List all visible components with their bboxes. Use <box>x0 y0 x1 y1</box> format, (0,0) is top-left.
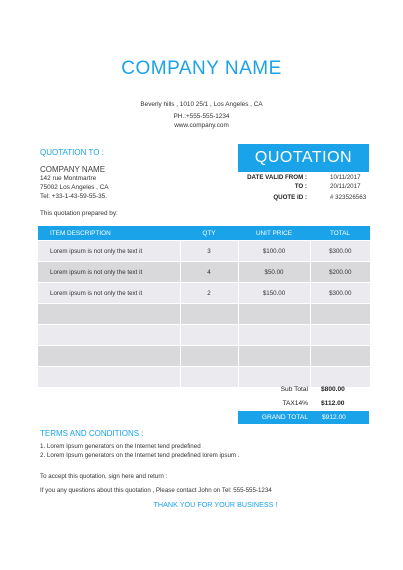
column-header: UNIT PRICE <box>238 226 310 241</box>
tax-value: $112.00 <box>321 400 345 407</box>
company-website: www.company.com <box>174 122 229 129</box>
subtotal-label: Sub Total <box>280 386 308 393</box>
table-row <box>38 241 370 262</box>
quote-id-value: # 323526563 <box>330 194 367 201</box>
item-total <box>310 367 370 388</box>
company-address: Beverly hills , 1010 25/1 , Los Angeles , CA <box>140 101 263 108</box>
item-qty <box>180 367 238 388</box>
item-description: Lorem ipsum is not only the text it <box>38 283 180 304</box>
to-date-value: 20/11/2017 <box>330 183 361 190</box>
subtotal-value: $800.00 <box>321 386 345 393</box>
item-unit-price <box>238 346 310 367</box>
item-qty <box>180 304 238 325</box>
client-city: 75002 Los Angeles , CA <box>40 184 109 191</box>
table-row <box>38 262 370 283</box>
grand-total-value: $912.00 <box>322 414 346 421</box>
company-title: COMPANY NAME <box>121 58 282 79</box>
client-street: 142 rue Montmartre <box>40 175 97 182</box>
item-unit-price <box>238 304 310 325</box>
item-unit-price <box>238 325 310 346</box>
prepared-by: This quotation prepared by: <box>40 210 118 217</box>
date-valid-value: 10/11/2017 <box>330 174 361 181</box>
column-header: QTY <box>180 226 238 241</box>
table-row <box>38 283 370 304</box>
item-qty <box>180 346 238 367</box>
item-description: Lorem ipsum is not only the text it <box>38 262 180 283</box>
table-row <box>38 367 370 388</box>
client-tel: Tel: +33-1-43-59-55-35. <box>40 193 107 200</box>
table-header-row <box>38 226 370 241</box>
item-qty <box>180 325 238 346</box>
column-header: TOTAL <box>310 226 370 241</box>
item-description <box>38 367 180 388</box>
item-total: $300.00 <box>310 241 370 262</box>
table-row <box>38 325 370 346</box>
terms-item: 1. Lorem Ipsum generators on the Internet tend predefined <box>40 443 201 450</box>
item-total <box>310 325 370 346</box>
item-description <box>38 346 180 367</box>
quotation-title: QUOTATION <box>238 144 369 172</box>
grand-total-label: GRAND TOTAL <box>261 414 308 421</box>
item-unit-price: $150.00 <box>238 283 310 304</box>
terms-heading: TERMS AND CONDITIONS : <box>40 429 144 438</box>
item-qty: 4 <box>180 262 238 283</box>
item-unit-price: $50.00 <box>238 262 310 283</box>
item-description <box>38 304 180 325</box>
company-phone: PH.:+555-555-1234 <box>173 113 230 120</box>
item-description: Lorem ipsum is not only the text it <box>38 241 180 262</box>
client-name: COMPANY NAME <box>40 165 106 174</box>
item-total <box>310 346 370 367</box>
date-valid-label: DATE VALID FROM : <box>247 174 307 181</box>
accept-instructions: To accept this quotation, sign here and return : <box>40 473 168 480</box>
column-header: ITEM DESCRIPTION <box>38 226 180 241</box>
contact-info: If you any questions about this quotation , Please contact John on Tel: 555-555-1234 <box>40 487 272 494</box>
item-total <box>310 304 370 325</box>
table-row <box>38 346 370 367</box>
quotation-to-heading: QUOTATION TO : <box>40 148 104 157</box>
item-total: $300.00 <box>310 283 370 304</box>
item-description <box>38 325 180 346</box>
to-date-label: TO : <box>294 183 307 190</box>
quote-id-label: QUOTE ID : <box>273 194 307 201</box>
tax-label: TAX14% <box>282 400 308 407</box>
item-total: $200.00 <box>310 262 370 283</box>
item-unit-price: $100.00 <box>238 241 310 262</box>
item-qty: 3 <box>180 241 238 262</box>
thank-you-message: THANK YOU FOR YOUR BUSINESS ! <box>153 500 278 509</box>
item-unit-price <box>238 367 310 388</box>
terms-item: 2. Lorem Ipsum generators on the Internet tend predefined lorem ipsum . <box>40 452 240 459</box>
item-qty: 2 <box>180 283 238 304</box>
items-table <box>38 226 370 387</box>
table-row <box>38 304 370 325</box>
